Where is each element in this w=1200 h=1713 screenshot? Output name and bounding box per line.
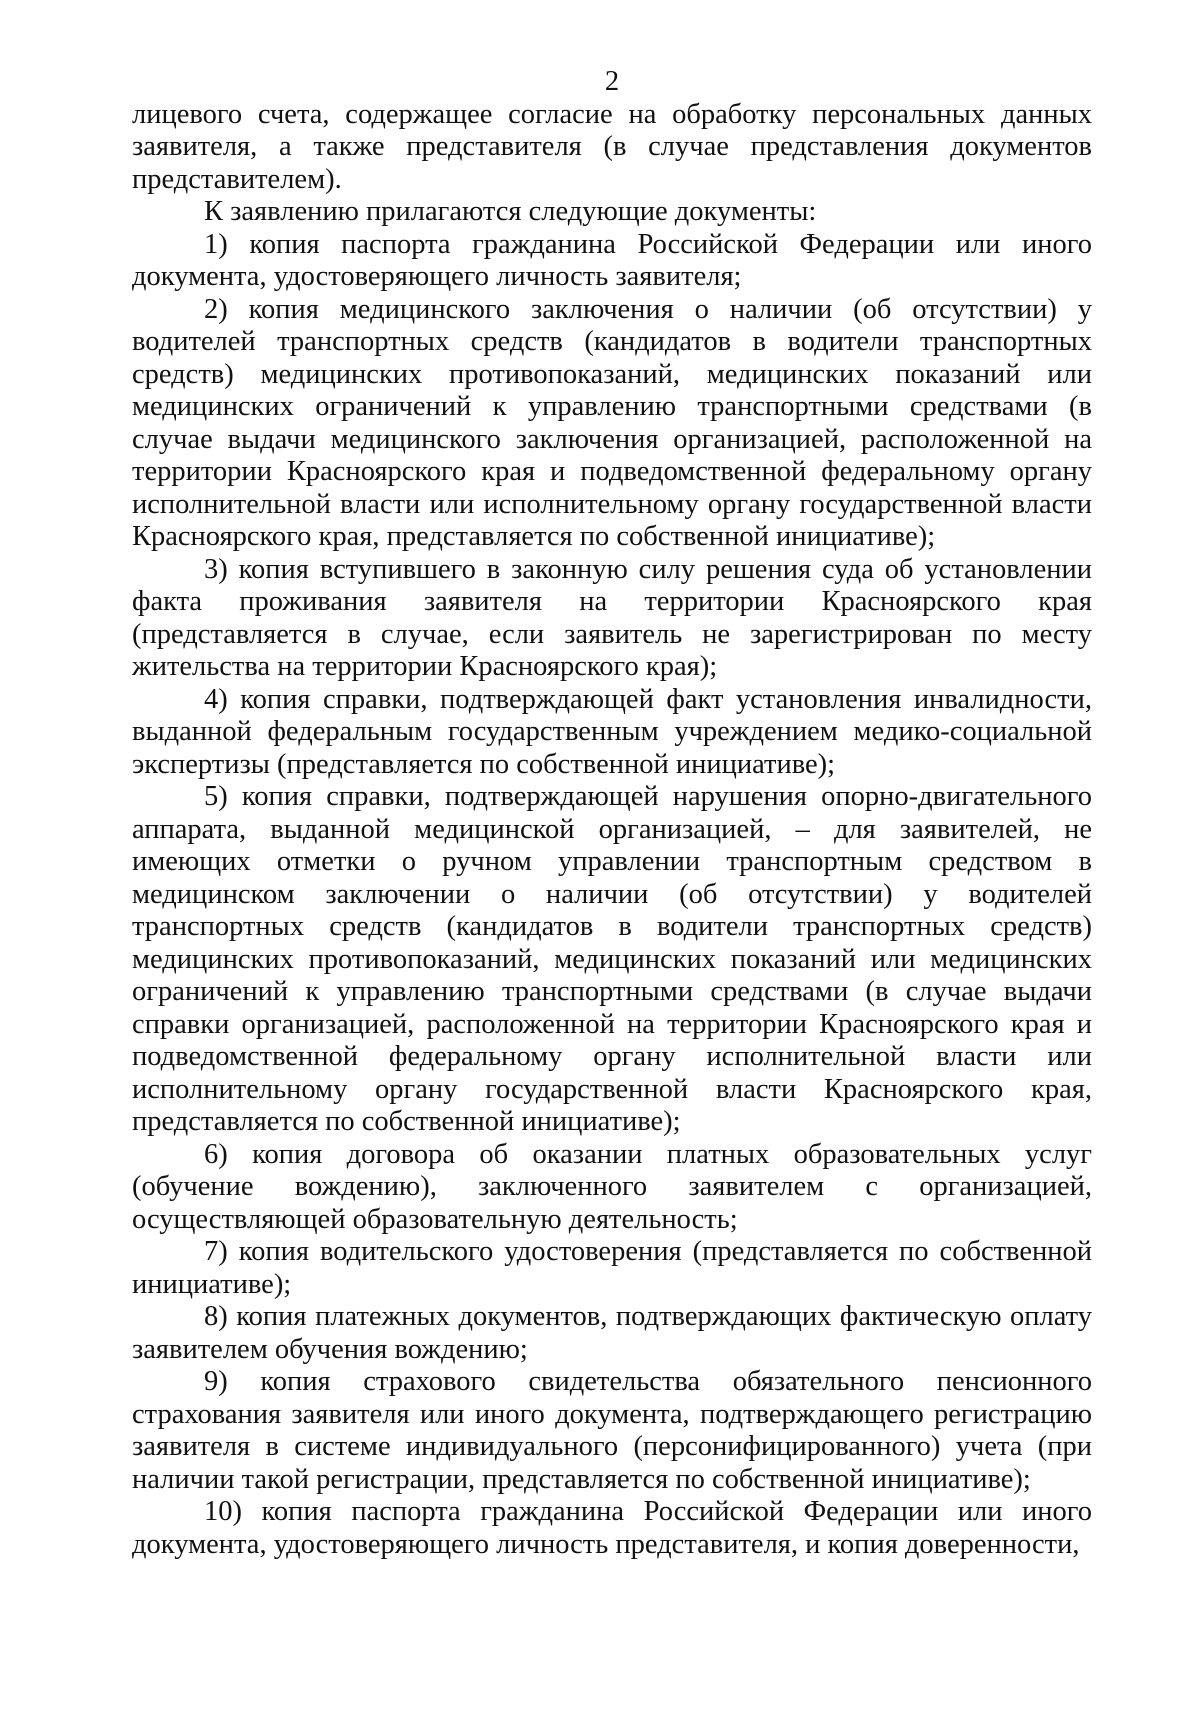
paragraph: 8) копия платежных документов, подтверждающих фактическую оплату заявителем обучения вождению; (132, 1301, 1092, 1365)
paragraph: 4) копия справки, подтверждающей факт установления инвалидности, выданной федеральным государственным учреждением медико-социальной экспертизы (представляется по собственной инициативе); (132, 683, 1092, 780)
paragraph: К заявлению прилагаются следующие документы: (204, 196, 817, 227)
page-number: 2 (604, 66, 620, 97)
paragraph: 7) копия водительского удостоверения (представляется по собственной инициативе); (132, 1236, 1092, 1300)
paragraph: 3) копия вступившего в законную силу решения суда об установлении факта проживания заявителя на территории Красноярского края (представляется в случае, если заявитель не зарегистрирован по месту жительства на территории Красноярского края); (132, 553, 1092, 682)
document-page (132, 66, 1092, 1561)
paragraph: 10) копия паспорта гражданина Российской Федерации или иного документа, удостоверяющего личность представителя, и копия доверенности, (132, 1496, 1092, 1560)
paragraph: 2) копия медицинского заключения о наличии (об отсутствии) у водителей транспортных средств (кандидатов в водители транспортных средств) медицинских противопоказаний, медицинских показаний или медицинских ограничений к управлению транспортными средствами (в случае выдачи медицинского заключения организацией, расположенной на территории Красноярского края и подведомственной федеральному органу исполнительной власти или исполнительному органу государственной власти Красноярского края, представляется по собственной инициативе); (132, 293, 1092, 552)
paragraph: 9) копия страхового свидетельства обязательного пенсионного страхования заявителя или иного документа, подтверждающего регистрацию заявителя в системе индивидуального (персонифицированного) учета (при наличии такой регистрации, представляется по собственной инициативе); (132, 1366, 1092, 1495)
paragraph: 1) копия паспорта гражданина Российской Федерации или иного документа, удостоверяющего личность заявителя; (132, 228, 1092, 292)
paragraph: 6) копия договора об оказании платных образовательных услуг (обучение вождению), заключенного заявителем с организацией, осуществляющей образовательную деятельность; (132, 1138, 1092, 1235)
paragraph: лицевого счета, содержащее согласие на обработку персональных данных заявителя, а также представителя (в случае представления документов представителем). (132, 98, 1092, 195)
paragraph: 5) копия справки, подтверждающей нарушения опорно-двигательного аппарата, выданной медицинской организацией, – для заявителей, не имеющих отметки о ручном управлении транспортным средством в медицинском заключении о наличии (об отсутствии) у водителей транспортных средств (кандидатов в водители транспортных средств) медицинских противопоказаний, медицинских показаний или медицинских ограничений к управлению транспортными средствами (в случае выдачи справки организацией, расположенной на территории Красноярского края и подведомственной федеральному органу исполнительной власти или исполнительному органу государственной власти Красноярского края, представляется по собственной инициативе); (132, 781, 1092, 1137)
document-body (132, 99, 1092, 1562)
